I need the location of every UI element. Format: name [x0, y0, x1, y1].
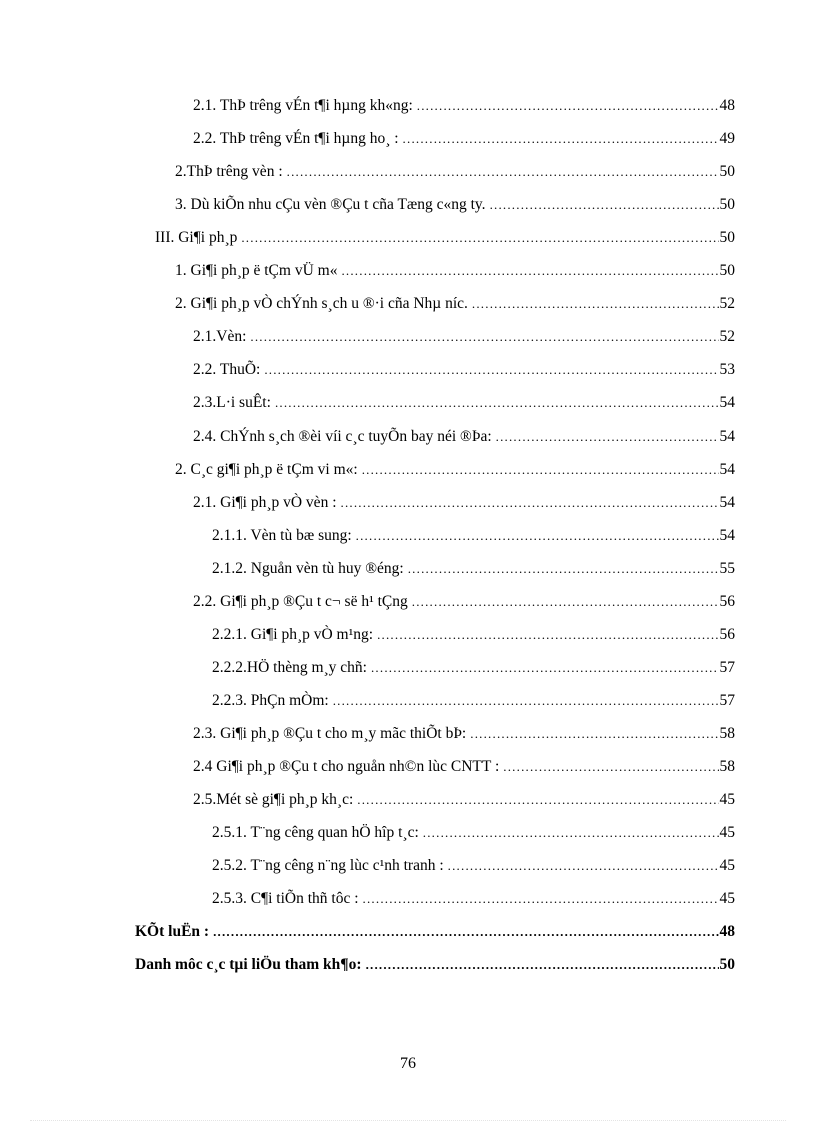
toc-dot-leader: [341, 261, 718, 281]
toc-entry-page: 54: [719, 394, 735, 412]
toc-entry-label: 2.3. Gi¶i ph¸p ®Çu t cho m¸y mãc thiÕt bÞ:: [193, 724, 467, 742]
toc-entry-label: 2.2.1. Gi¶i ph¸p vÒ m¹ng:: [212, 625, 374, 643]
toc-entry-label: 2. C¸c gi¶i ph¸p ë tÇm vi m«:: [175, 460, 358, 478]
toc-dot-leader: [356, 526, 719, 546]
toc-dot-leader: [362, 460, 719, 480]
toc-entry-label: 2.1.Vèn:: [193, 328, 247, 346]
toc-entry-label: 1. Gi¶i ph¸p ë tÇm vÜ m«: [175, 262, 338, 280]
toc-entry-label: 2.4 Gi¶i ph¸p ®Çu t cho nguån nh©n lùc CNTT :: [193, 758, 500, 775]
toc-entry-label: 2.2.3. PhÇn mÒm:: [212, 691, 329, 709]
toc-entry-label: Danh môc c¸c tµi liÖu tham kh¶o:: [135, 956, 362, 974]
toc-dot-leader: [470, 724, 718, 744]
toc-dot-leader: [357, 790, 718, 810]
toc-dot-leader: [275, 393, 719, 413]
toc-entry: [135, 922, 735, 942]
toc-entry: [175, 195, 735, 215]
toc-entry: [193, 327, 735, 347]
toc-entry: [212, 625, 735, 645]
toc-entry-label: 2.5.3. C¶i tiÕn thñ tôc :: [212, 890, 359, 908]
toc-entry-page: 56: [719, 625, 735, 643]
toc-entry-label: 2. Gi¶i ph¸p vÒ chÝnh s¸ch u ®·i cña Nhµ níc.: [175, 295, 468, 313]
toc-entry-page: 45: [719, 857, 735, 875]
toc-entry-page: 50: [719, 229, 735, 247]
toc-entry-page: 54: [719, 427, 735, 445]
toc-dot-leader: [341, 493, 719, 513]
toc-entry: [175, 162, 735, 182]
toc-entry-page: 50: [719, 956, 735, 974]
toc-dot-leader: [423, 823, 719, 843]
toc-dot-leader: [472, 294, 719, 314]
page-number: 76: [400, 1055, 416, 1072]
toc-entry-page: 58: [719, 758, 735, 775]
toc-entry-page: 54: [719, 460, 735, 478]
toc-entry: [212, 559, 735, 579]
toc-entry: [193, 96, 735, 116]
toc-entry-page: 50: [719, 163, 735, 181]
toc-entry-label: 2.1.1. Vèn tù bæ sung:: [212, 526, 352, 544]
toc-dot-leader: [417, 96, 719, 116]
toc-entry-label: 2.2.2.HÖ thèng m¸y chñ:: [212, 658, 367, 676]
toc-dot-leader: [377, 625, 718, 645]
toc-entry-label: 2.5.Mét sè gi¶i ph¸p kh¸c:: [193, 791, 354, 809]
toc-entry-page: 45: [719, 824, 735, 842]
toc-entry-page: 57: [719, 691, 735, 709]
toc-entry-label: 2.2. ThuÕ:: [193, 361, 261, 379]
toc-entry: [175, 294, 735, 314]
footer-divider: [30, 1120, 786, 1121]
toc-entry-page: 55: [719, 559, 735, 577]
toc-entry: [193, 427, 735, 447]
toc-entry-label: 2.2. Gi¶i ph¸p ®Çu t c¬ së h¹ tÇng: [193, 592, 408, 610]
toc-entry-page: 52: [719, 295, 735, 313]
toc-entry: [212, 658, 735, 678]
toc-entry-page: 54: [719, 493, 735, 511]
toc-entry-page: 48: [719, 923, 735, 941]
toc-entry-page: 58: [719, 724, 735, 742]
toc-entry-label: 3. Dù kiÕn nhu cÇu vèn ®Çu t cña Tæng c«ng ty.: [175, 196, 486, 214]
toc-entry-label: 2.4. ChÝnh s¸ch ®èi víi c¸c tuyÕn bay néi ®Þa:: [193, 427, 492, 445]
toc-entry: [212, 823, 735, 843]
toc-dot-leader: [264, 360, 718, 380]
toc-entry-page: 50: [719, 262, 735, 280]
toc-entry-label: 2.5.1. T¨ng cêng quan hÖ hîp t¸c:: [212, 824, 419, 842]
toc-entry: [155, 228, 735, 248]
toc-dot-leader: [287, 162, 719, 182]
toc-entry: [175, 261, 735, 281]
toc-entry-label: 2.1.2. Nguån vèn tù huy ®éng:: [212, 559, 404, 577]
toc-entry: [193, 129, 735, 149]
toc-entry-label: 2.3.L·i suÊt:: [193, 394, 271, 412]
toc-entry-page: 48: [719, 97, 735, 114]
toc-dot-leader: [403, 129, 719, 149]
toc-entry-page: 50: [719, 196, 735, 214]
toc-entry-page: 56: [719, 592, 735, 610]
toc-dot-leader: [213, 922, 718, 942]
toc-entry-page: 52: [719, 328, 735, 346]
toc-entry: [212, 889, 735, 909]
toc-entry: [175, 460, 735, 480]
toc-dot-leader: [366, 955, 719, 975]
toc-entry-page: 49: [719, 130, 735, 148]
toc-entry-label: III. Gi¶i ph¸p: [155, 229, 238, 247]
toc-entry: [193, 393, 735, 413]
toc-entry: [193, 724, 735, 744]
toc-entry-page: 57: [719, 658, 735, 676]
toc-dot-leader: [448, 856, 719, 876]
toc-dot-leader: [412, 592, 719, 612]
toc-dot-leader: [241, 228, 718, 248]
toc-entry-label: 2.2. ThÞ trêng vÉn t¶i hµng ho¸ :: [193, 130, 399, 148]
toc-entry: [193, 592, 735, 612]
toc-dot-leader: [250, 327, 718, 347]
toc-entry-page: 45: [719, 791, 735, 809]
toc-entry: [212, 691, 735, 711]
toc-dot-leader: [371, 658, 719, 678]
toc-entry-page: 54: [719, 526, 735, 544]
toc-entry-label: 2.1. ThÞ trêng vÉn t¶i hµng kh«ng:: [193, 97, 413, 114]
toc-entry: [193, 757, 735, 777]
toc-dot-leader: [333, 691, 719, 711]
toc-entry: [135, 955, 735, 975]
toc-entry: [193, 360, 735, 380]
toc-entry-label: 2.5.2. T¨ng cêng n¨ng lùc c¹nh tranh :: [212, 857, 444, 875]
toc-entry: [193, 790, 735, 810]
toc-dot-leader: [408, 559, 719, 579]
toc-entry-label: 2.1. Gi¶i ph¸p vÒ vèn :: [193, 493, 337, 511]
toc-entry-label: 2.ThÞ trêng vèn :: [175, 163, 283, 181]
toc-dot-leader: [490, 195, 719, 215]
toc-entry-page: 53: [719, 361, 735, 379]
toc-dot-leader: [496, 427, 719, 447]
toc-dot-leader: [363, 889, 719, 909]
toc-entry-label: KÕt luËn :: [135, 923, 210, 941]
toc-entry: [193, 493, 735, 513]
toc-entry: [212, 856, 735, 876]
toc-dot-leader: [503, 757, 718, 777]
toc-entry-page: 45: [719, 890, 735, 908]
toc-entry: [212, 526, 735, 546]
